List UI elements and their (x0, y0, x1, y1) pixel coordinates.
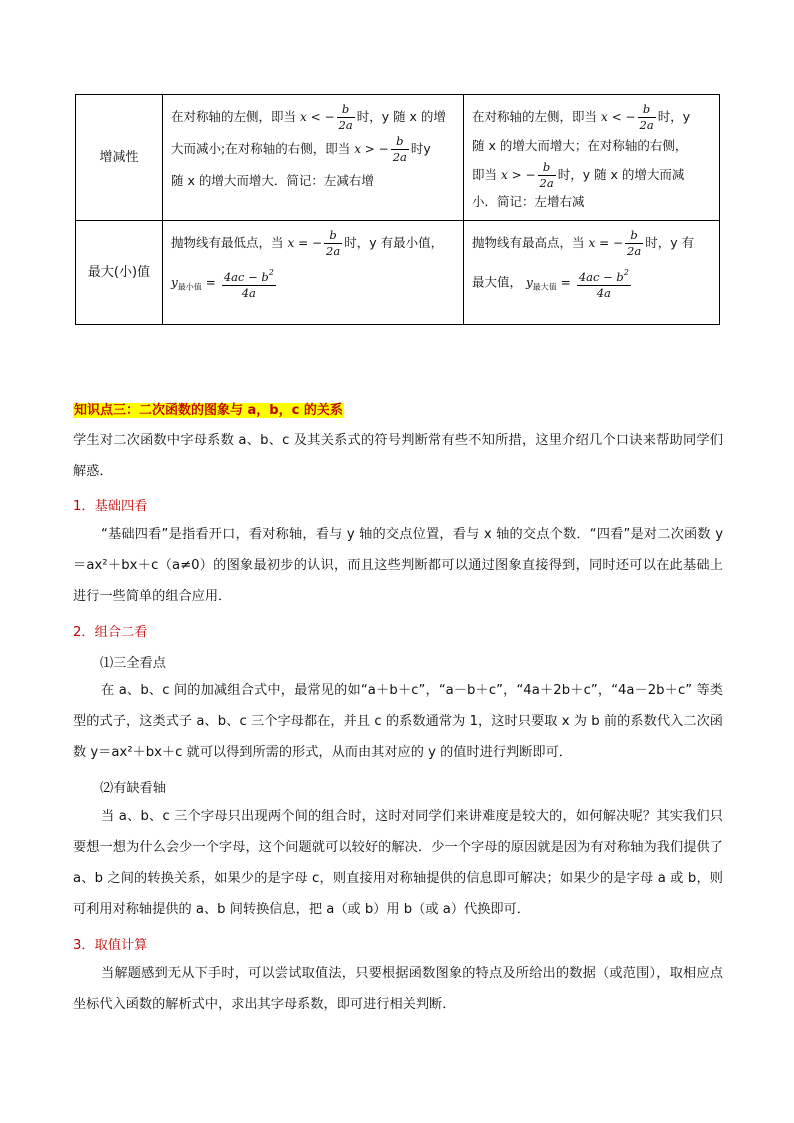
table-cell-a-negative: 在对称轴的左侧，即当 x < − $\frac{b}{2a}$ 时，y 随 x 的增大而增大；在对称轴的右侧， 即当 x > − $\frac{b}{2a}$ 时，y 随 x 的增大而减 小．简记：左增右减 (464, 95, 720, 221)
table-row (76, 95, 720, 221)
table-cell-a-positive: 在对称轴的左侧，即当 x < − $\frac{b}{2a}$ 时，y 随 x 的增 大而减小;在对称轴的右侧，即当 x > − $\frac{b}{2a}$ 时y 随 x 的增大而增大．简记：左减右增 (163, 95, 464, 221)
paragraph-value-calc: 当解题感到无从下手时，可以尝试取值法，只要根据函数图象的特点及所给出的数据（或范围），取相应点坐标代入函数的解析式中，求出其字母系数，即可进行相关判断． (73, 966, 723, 1012)
heading-basic-four: 1．基础四看 (73, 499, 148, 514)
row-header: 增减性 (76, 95, 163, 221)
table-cell-max: 抛物线有最高点，当 x = − $\frac{b}{2a}$ 时，y 有 最大值， $y_{最大值}$ = $\frac{4ac - b^2}{4a}$ (464, 221, 720, 325)
table-cell-min: 抛物线有最低点，当 x = − $\frac{b}{2a}$ 时，y 有最小值， $y_{最小值}$ = $\frac{4ac - b^2}{4a}$ (163, 221, 464, 325)
table-row (76, 221, 720, 325)
subheading-missing-axis: ⑵有缺看轴 (100, 781, 166, 796)
section-title: 知识点三：二次函数的图象与 a，b，c 的关系 (74, 403, 343, 418)
properties-table (75, 94, 720, 325)
paragraph-missing-axis: 当 a、b、c 三个字母只出现两个间的组合时，这时对同学们来讲难度是较大的，如何解决呢？其实我们只要想一想为什么会少一个字母，这个问题就可以较好的解决．少一个字母的原因就是因为有对称轴为我们提供了 a、b 之间的转换关系，如果少的是字母 c，则直接用对称轴提供的信息即可解决；如果少的是字母 a 或 b，则可利用对称轴提供的 a、b 间转换信息，把 a（或 b）用 b（或 a）代换即可． (73, 809, 723, 917)
row-header: 最大(小)值 (76, 221, 163, 325)
intro-paragraph: 学生对二次函数中字母系数 a、b、c 及其关系式的符号判断常有些不知所措，这里介绍几个口诀来帮助同学们解惑． (73, 433, 723, 479)
paragraph-basic-four: “基础四看”是指看开口，看对称轴，看与 y 轴的交点位置，看与 x 轴的交点个数．“四看”是对二次函数 y＝ax²＋bx＋c（a≠0）的图象最初步的认识，而且这些判断都可以通过图象直接得到，同时还可以在此基础上进行一些简单的组合应用． (73, 527, 723, 604)
heading-value-calc: 3．取值计算 (73, 938, 148, 953)
paragraph-three-points: 在 a、b、c 间的加减组合式中，最常见的如“a＋b＋c”，“a－b＋c”，“4a＋2b＋c”，“4a－2b＋c” 等类型的式子，这类式子 a、b、c 三个字母都在，并且 c 的系数通常为 1，这时只要取 x 为 b 前的系数代入二次函数 y＝ax²＋bx＋c 就可以得到所需的形式，从而由其对应的 y 的值时进行判断即可． (73, 683, 723, 760)
heading-combination: 2．组合二看 (73, 625, 148, 640)
subheading-three-points: ⑴三全看点 (100, 656, 166, 671)
